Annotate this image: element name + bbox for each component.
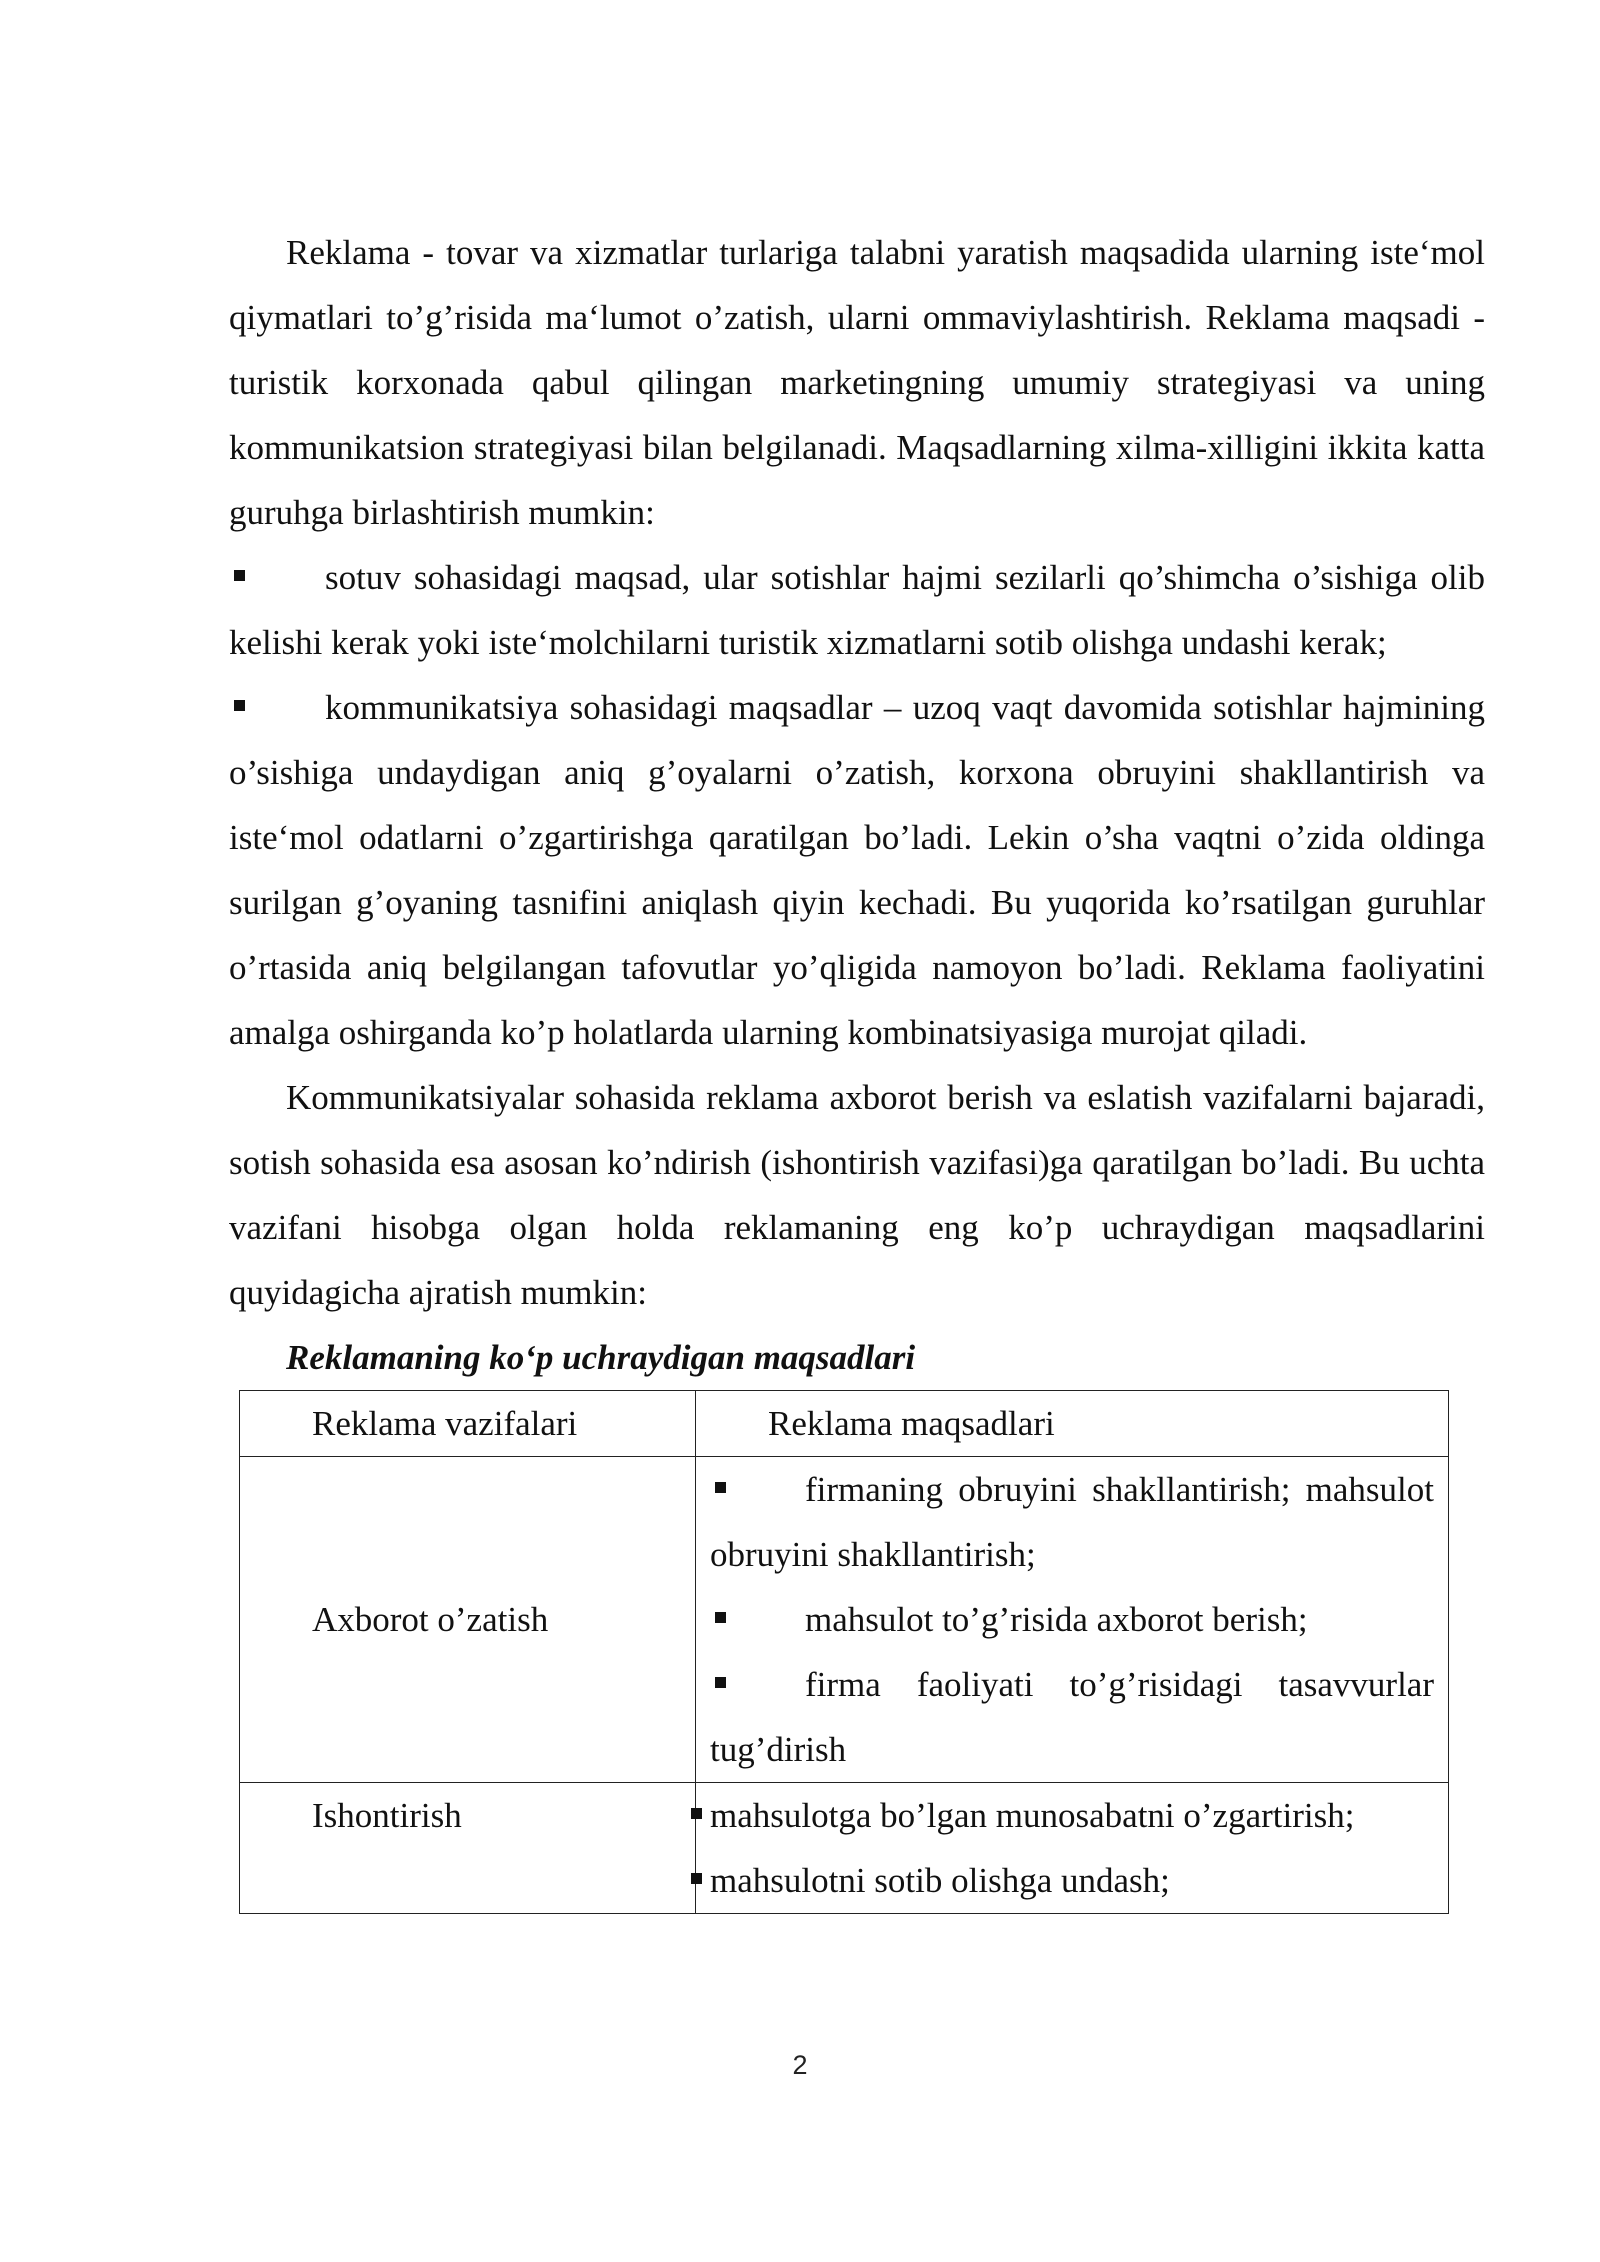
table-cell-goals (696, 1783, 1449, 1914)
table-caption: Reklamaning ko‘p uchraydigan maqsadlari (286, 1338, 916, 1377)
goals-table (239, 1390, 1449, 1914)
table-header-row (240, 1391, 1449, 1457)
goal-text: mahsulotga bo’lgan munosabatni o’zgartirish; (710, 1796, 1355, 1835)
square-bullet-icon (715, 1677, 726, 1688)
square-bullet-icon (715, 1612, 726, 1623)
goal-text: mahsulot to’g’risida axborot berish; (805, 1600, 1308, 1639)
square-bullet-icon (234, 570, 245, 581)
goal-list-item (710, 1783, 1434, 1848)
square-bullet-icon (715, 1482, 726, 1493)
table-header-goals: Reklama maqsadlari (696, 1391, 1449, 1457)
bullet-item-communication-goal (229, 675, 1485, 1065)
goal-list-item (710, 1652, 1434, 1782)
page-number: 2 (792, 2050, 808, 2080)
bullet-text: kommunikatsiya sohasidagi maqsadlar – uzoq vaqt davomida sotishlar hajmining o’sishiga undaydigan aniq g’oyalarni o’zatish, korxona obruyini shakllantirish va iste‘mol odatlarni o’zgartirishga qaratilgan bo’ladi. Lekin o’sha vaqtni o’zida oldinga surilgan g’oyaning tasnifini aniqlash qiyin kechadi. Bu yuqorida ko’rsatilgan guruhlar o’rtasida aniq belgilangan tafovutlar yo’qligida namoyon bo’ladi. Reklama faoliyatini amalga oshirganda ko’p holatlarda ularning kombinatsiyasiga murojat qiladi. (229, 688, 1485, 1052)
table-cell-task: Ishontirish (240, 1783, 696, 1914)
table-row (240, 1783, 1449, 1914)
square-bullet-icon (691, 1808, 702, 1819)
table-header-tasks: Reklama vazifalari (240, 1391, 696, 1457)
table-cell-task: Axborot o’zatish (240, 1457, 696, 1783)
document-body (229, 220, 1485, 1914)
paragraph-communications: Kommunikatsiyalar sohasida reklama axborot berish va eslatish vazifalarni bajaradi, sotish sohasida esa asosan ko’ndirish (ishontirish vazifasi)ga qaratilgan bo’ladi. Bu uchta vazifani hisobga olgan holda reklamaning eng ko’p uchraydigan maqsadlarini quyidagicha ajratish mumkin: (229, 1078, 1485, 1312)
bullet-text: sotuv sohasidagi maqsad, ular sotishlar hajmi sezilarli qo’shimcha o’sishiga olib kelishi kerak yoki iste‘molchilarni turistik xizmatlarni sotib olishga undashi kerak; (229, 558, 1485, 662)
goal-text: firma faoliyati to’g’risidagi tasavvurlar tug’dirish (710, 1665, 1434, 1769)
goal-list-item (710, 1848, 1434, 1913)
bullet-item-sales-goal (229, 545, 1485, 675)
paragraph-intro: Reklama - tovar va xizmatlar turlariga talabni yaratish maqsadida ularning iste‘mol qiymatlari to’g’risida ma‘lumot o’zatish, ularni ommaviylashtirish. Reklama maqsadi - turistik korxonada qabul qilingan marketingning umumiy strategiyasi va uning kommunikatsion strategiyasi bilan belgilanadi. Maqsadlarning xilma-xilligini ikkita katta guruhga birlashtirish mumkin: (229, 233, 1485, 532)
table-cell-goals (696, 1457, 1449, 1783)
goal-list-item (710, 1587, 1434, 1652)
table-row (240, 1457, 1449, 1783)
goal-text: firmaning obruyini shakllantirish; mahsulot obruyini shakllantirish; (710, 1470, 1434, 1574)
square-bullet-icon (234, 700, 245, 711)
goal-list-item (710, 1457, 1434, 1587)
goal-text: mahsulotni sotib olishga undash; (710, 1861, 1170, 1900)
square-bullet-icon (691, 1873, 702, 1884)
